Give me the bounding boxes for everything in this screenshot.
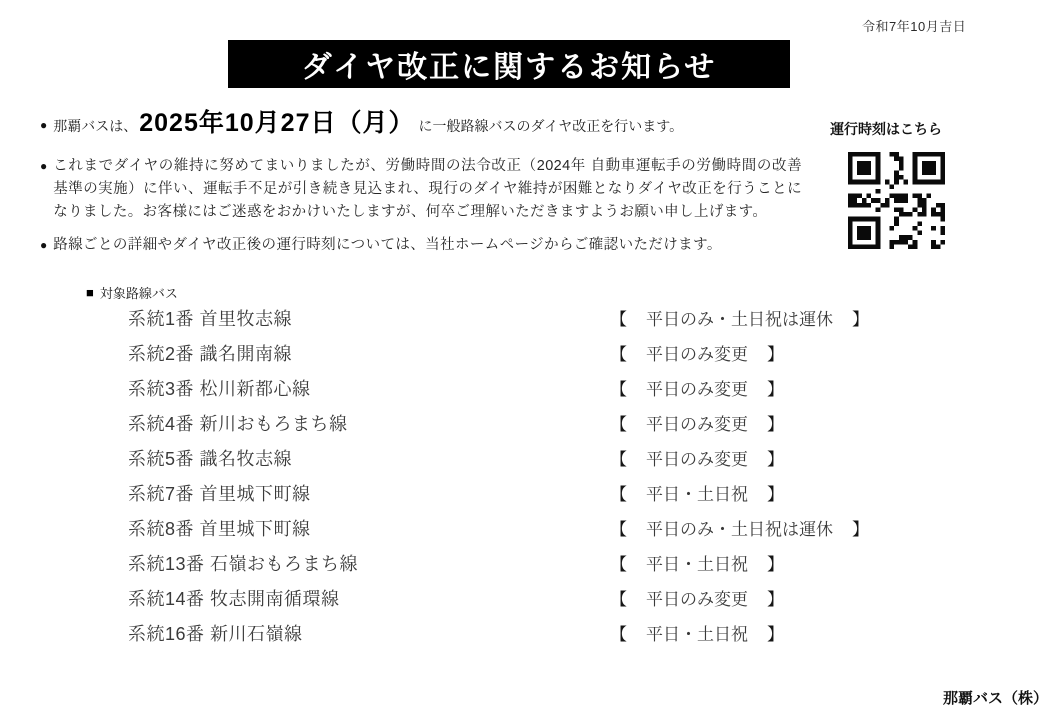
route-status-text: 平日・土日祝 xyxy=(646,625,748,644)
bracket-open: 【 xyxy=(610,520,627,539)
route-status xyxy=(610,375,968,400)
route-status xyxy=(610,515,968,540)
bracket-close: 】 xyxy=(767,380,784,399)
route-status xyxy=(610,585,968,610)
route-name: 系統13番 石嶺おもろまち線 xyxy=(128,553,359,574)
route-row xyxy=(128,300,968,335)
route-row xyxy=(128,405,968,440)
bracket-open: 【 xyxy=(610,555,627,574)
intro-pre: 那覇バスは、 xyxy=(53,118,138,134)
route-name: 系統1番 首里牧志線 xyxy=(128,308,293,329)
qr-label: 運行時刻はこちら xyxy=(830,121,942,137)
route-status xyxy=(610,445,968,470)
issue-date: 令和7年10月吉日 xyxy=(862,19,967,34)
announcement-intro xyxy=(40,106,802,143)
route-status-text: 平日のみ変更 xyxy=(646,450,748,469)
bracket-close: 】 xyxy=(767,450,784,469)
route-status-text: 平日・土日祝 xyxy=(646,555,748,574)
qr-code-icon xyxy=(848,152,945,249)
bracket-close: 】 xyxy=(852,520,869,539)
bracket-close: 】 xyxy=(767,590,784,609)
bracket-open: 【 xyxy=(610,345,627,364)
route-name: 系統2番 識名開南線 xyxy=(128,343,293,364)
route-name: 系統14番 牧志開南循環線 xyxy=(128,588,340,609)
route-row xyxy=(128,615,968,650)
route-status-text: 平日のみ変更 xyxy=(646,590,748,609)
route-row xyxy=(128,580,968,615)
route-status xyxy=(610,480,968,505)
bracket-open: 【 xyxy=(610,310,627,329)
route-name: 系統4番 新川おもろまち線 xyxy=(128,413,348,434)
bracket-close: 】 xyxy=(767,485,784,504)
route-status xyxy=(610,620,968,645)
bracket-close: 】 xyxy=(767,625,784,644)
bracket-open: 【 xyxy=(610,450,627,469)
bracket-close: 】 xyxy=(767,555,784,574)
route-status-text: 平日のみ変更 xyxy=(646,380,748,399)
bracket-close: 】 xyxy=(852,310,869,329)
route-status-text: 平日のみ変更 xyxy=(646,345,748,364)
bullet-icon: ● xyxy=(40,159,48,173)
route-status xyxy=(610,305,968,330)
route-row xyxy=(128,440,968,475)
revision-date: 2025年10月27日（月） xyxy=(139,109,415,137)
route-name: 系統8番 首里城下町線 xyxy=(128,518,311,539)
route-row xyxy=(128,335,968,370)
square-bullet-icon: ■ xyxy=(86,285,94,300)
bullet-icon: ● xyxy=(40,238,48,252)
route-list xyxy=(128,300,968,650)
reason-text: これまでダイヤの維持に努めてまいりましたが、労働時間の法令改正（2024年 自動車運転手の労働時間の改善基準の実施）に伴い、運転手不足が引き続き見込まれ、現行のダイヤ維持が困難となりダイヤ改正を行うことになりました。お客様にはご迷惑をおかけいたしますが、何卒ご理解いただきますようお願い申し上げます。 xyxy=(53,158,802,220)
route-status-text: 平日のみ変更 xyxy=(646,415,748,434)
route-status-text: 平日・土日祝 xyxy=(646,485,748,504)
intro-post: に一般路線バスのダイヤ改正を行います。 xyxy=(418,118,684,134)
route-name: 系統3番 松川新都心線 xyxy=(128,378,311,399)
route-row xyxy=(128,370,968,405)
announcement-details xyxy=(40,234,802,257)
bracket-close: 】 xyxy=(767,345,784,364)
route-row xyxy=(128,475,968,510)
announcement-body xyxy=(40,106,802,267)
bracket-open: 【 xyxy=(610,380,627,399)
route-status xyxy=(610,410,968,435)
intro-line xyxy=(53,106,683,143)
route-name: 系統16番 新川石嶺線 xyxy=(128,623,303,644)
route-name: 系統5番 識名牧志線 xyxy=(128,448,293,469)
page-title: ダイヤ改正に関するお知らせ xyxy=(228,40,790,88)
company-name: 那覇バス（株） xyxy=(942,690,1048,707)
route-section-title: 対象路線バス xyxy=(99,286,178,301)
route-row xyxy=(128,510,968,545)
announcement-reason xyxy=(40,155,802,224)
bracket-open: 【 xyxy=(610,590,627,609)
bracket-open: 【 xyxy=(610,625,627,644)
route-name: 系統7番 首里城下町線 xyxy=(128,483,311,504)
bullet-icon: ● xyxy=(40,117,48,132)
details-text: 路線ごとの詳細やダイヤ改正後の運行時刻については、当社ホームページからご確認いただけます。 xyxy=(53,237,722,253)
route-row xyxy=(128,545,968,580)
route-status-text: 平日のみ・土日祝は運休 xyxy=(646,520,833,539)
bracket-close: 】 xyxy=(767,415,784,434)
route-status xyxy=(610,340,968,365)
route-status-text: 平日のみ・土日祝は運休 xyxy=(646,310,833,329)
bracket-open: 【 xyxy=(610,485,627,504)
bracket-open: 【 xyxy=(610,415,627,434)
route-status xyxy=(610,550,968,575)
